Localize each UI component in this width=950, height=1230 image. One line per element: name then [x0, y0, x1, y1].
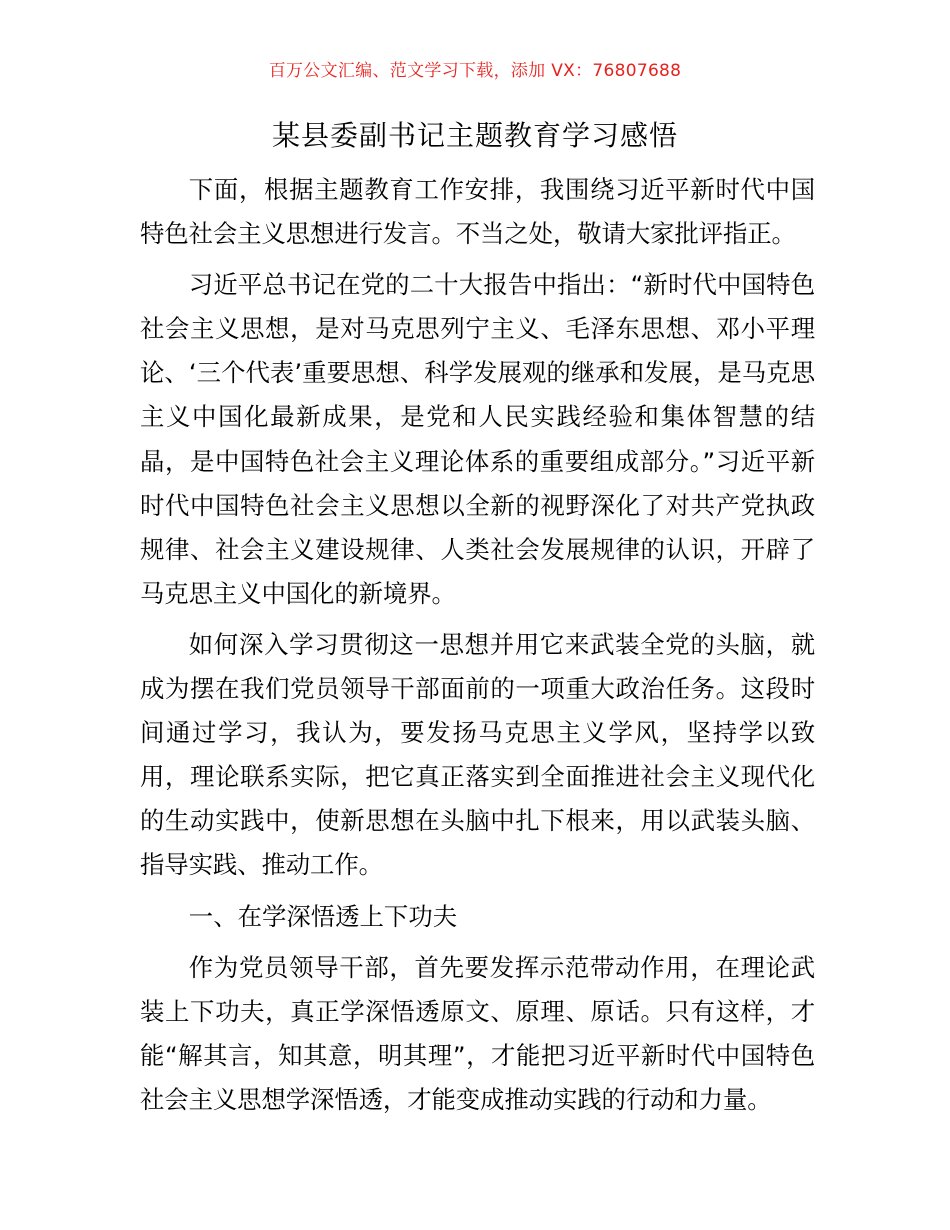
paragraph-intro: 下面，根据主题教育工作安排，我围绕习近平新时代中国特色社会主义思想进行发言。不当之处，敬请大家批评指正。: [140, 175, 815, 249]
section-heading: 一、在学深悟透上下功夫: [188, 901, 458, 931]
paragraph-section-1: 作为党员领导干部，首先要发挥示范带动作用，在理论武装上下功夫，真正学深悟透原文、原理、原话。只有这样，才能“解其言，知其意，明其理”，才能把习近平新时代中国特色社会主义思想学深悟透，才能变成推动实践的行动和力量。: [140, 952, 815, 1114]
document-body: [140, 168, 815, 1129]
watermark-header: 百万公文汇编、范文学习下载，添加 VX：76807688: [268, 61, 682, 81]
page-title: 某县委副书记主题教育学习感悟: [271, 119, 678, 152]
paragraph-task: 如何深入学习贯彻这一思想并用它来武装全党的头脑，就成为摆在我们党员领导干部面前的一项重大政治任务。这段时间通过学习，我认为，要发扬马克思主义学风，坚持学以致用，理论联系实际，把它真正落实到全面推进社会主义现代化的生动实践中，使新思想在头脑中扎下根来，用以武装头脑、指导实践、推动工作。: [140, 629, 815, 880]
paragraph-quote: 习近平总书记在党的二十大报告中指出：“新时代中国特色社会主义思想，是对马克思列宁主义、毛泽东思想、邓小平理论、‘三个代表’重要思想、科学发展观的继承和发展，是马克思主义中国化最新成果，是党和人民实践经验和集体智慧的结晶，是中国特色社会主义理论体系的重要组成部分。”习近平新时代中国特色社会主义思想以全新的视野深化了对共产党执政规律、社会主义建设规律、人类社会发展规律的认识，开辟了马克思主义中国化的新境界。: [140, 270, 815, 608]
